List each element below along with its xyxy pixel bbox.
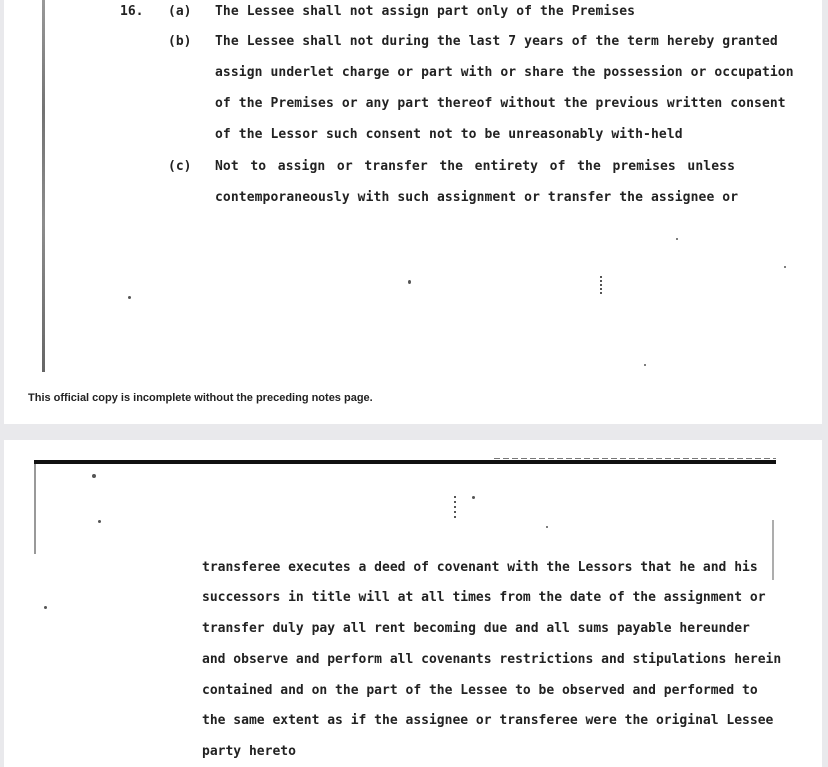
clause-c-line-2: contemporaneously with such assignment or transfer the assignee or xyxy=(215,190,739,205)
subclause-label-c: (c) xyxy=(168,159,192,174)
scan-speck xyxy=(98,520,101,523)
scan-speck xyxy=(128,296,131,299)
scan-speck xyxy=(784,266,786,268)
subclause-label-a: (a) xyxy=(168,4,192,19)
scan-speck xyxy=(92,474,96,478)
scan-artifact-top-rule xyxy=(34,460,776,464)
scan-speck xyxy=(644,364,646,366)
clause-b-line-4: of the Lessor such consent not to be unreasonably with-held xyxy=(215,127,683,142)
scan-speck xyxy=(472,496,475,499)
scan-artifact-dashed-rule xyxy=(494,458,776,459)
clause-c-line-1: Not to assign or transfer the entirety of the premises unless xyxy=(215,159,735,174)
scan-speck xyxy=(600,276,602,296)
official-copy-notice: This official copy is incomplete without the preceding notes page. xyxy=(28,392,373,404)
clause-b-line-3: of the Premises or any part thereof without the previous written consent xyxy=(215,96,786,111)
scan-speck xyxy=(44,606,47,609)
scan-speck xyxy=(676,238,678,240)
scan-artifact-left-edge xyxy=(34,464,36,554)
scan-artifact-right-edge xyxy=(772,520,774,580)
scan-speck xyxy=(546,526,548,528)
scan-speck xyxy=(408,280,411,284)
page2-line-6: the same extent as if the assignee or transferee were the original Lessee xyxy=(202,713,774,728)
document-page-2 xyxy=(4,440,822,767)
page2-line-7: party hereto xyxy=(202,744,296,759)
scan-artifact-left-edge xyxy=(42,0,45,372)
page2-line-4: and observe and perform all covenants restrictions and stipulations herein xyxy=(202,652,782,667)
subclause-label-b: (b) xyxy=(168,34,192,49)
clause-b-line-1: The Lessee shall not during the last 7 years of the term hereby granted xyxy=(215,34,778,49)
scan-speck xyxy=(454,496,456,520)
clause-number: 16. xyxy=(120,4,144,19)
page2-line-3: transfer duly pay all rent becoming due and all sums payable hereunder xyxy=(202,621,750,636)
clause-b-line-2: assign underlet charge or part with or share the possession or occupation xyxy=(215,65,794,80)
page2-line-2: successors in title will at all times from the date of the assignment or xyxy=(202,590,766,605)
page2-line-5: contained and on the part of the Lessee to be observed and performed to xyxy=(202,683,758,698)
page2-line-1: transferee executes a deed of covenant with the Lessors that he and his xyxy=(202,560,758,575)
document-page-1 xyxy=(4,0,822,424)
clause-a-line-1: The Lessee shall not assign part only of the Premises xyxy=(215,4,636,19)
